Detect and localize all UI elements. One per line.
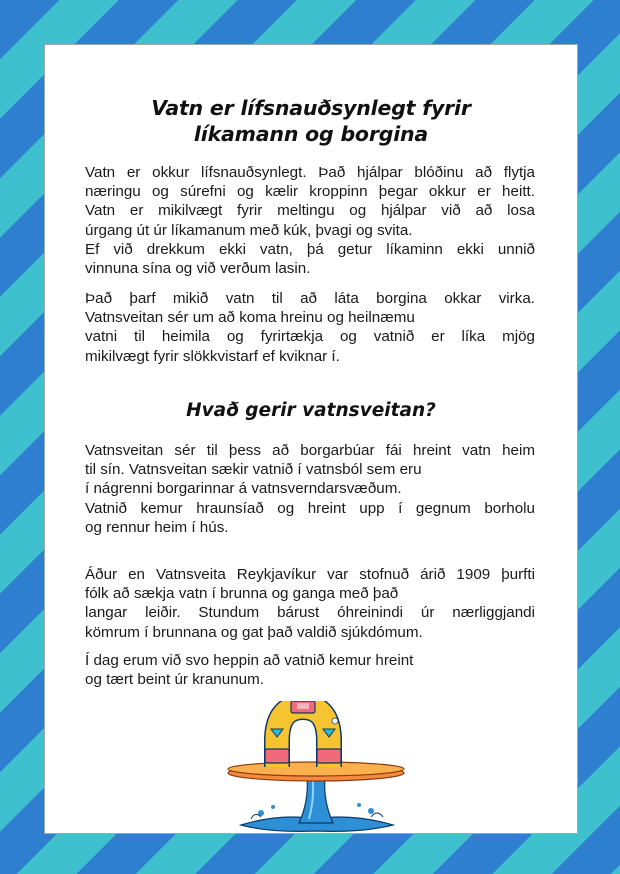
title-line: líkamann og borgina <box>193 122 429 146</box>
text-line: Vatnsveitan sér til þess að borgarbúar fái hreint vatn heim <box>85 442 535 459</box>
text-line: langar leiðir. Stundum bárust óhreinindi úr nærliggjandi <box>85 604 535 622</box>
text-line: næringu og súrefni og kælir kroppinn þegar okkur er heitt. <box>85 183 535 201</box>
paragraph-city-water <box>85 289 535 366</box>
text-line: Vatn er okkur lífsnauðsynlegt. Það hjálpar blóðinu að flytja <box>85 164 535 181</box>
page-title <box>45 95 577 147</box>
pipe-icon <box>265 701 341 767</box>
text-line: vatni til heimila og fyrirtækja og vatnið er líka mjög <box>85 328 535 346</box>
text-line: og rennur heim í hús. <box>85 518 229 536</box>
text-line: í nágrenni borgarinnar á vatnsverndarsvæðum. <box>85 480 402 498</box>
text-line: vinnuna sína og við verðum lasin. <box>85 260 311 278</box>
text-line: og tært beint úr kranunum. <box>85 671 264 689</box>
text-line: úrgang út úr líkamanum með kúk, þvagi og svita. <box>85 221 413 239</box>
water-tap-illustration-icon <box>221 701 411 835</box>
text-line: fólk að sækja vatn í brunna og ganga með það <box>85 585 399 603</box>
text-line: Áður en Vatnsveita Reykjavíkur var stofnuð árið 1909 þurfti <box>85 566 535 583</box>
text-line: Vatnsveitan sér um að koma hreinu og heilnæmu <box>85 309 415 327</box>
paragraph-body-water <box>85 163 535 278</box>
text-line: mikilvægt fyrir slökkvistarf ef kviknar í. <box>85 347 340 365</box>
title-line: Vatn er lífsnauðsynlegt fyrir <box>151 96 471 120</box>
text-line: Það þarf mikið vatn til að láta borgina okkar virka. <box>85 290 535 307</box>
text-line: til sín. Vatnsveitan sækir vatnið í vatnsból sem eru <box>85 461 422 479</box>
paragraph-today <box>85 651 535 689</box>
info-sheet <box>44 44 578 834</box>
text-line: Vatn er mikilvægt fyrir meltingu og hjálpar við að losa <box>85 202 535 220</box>
text-line: kömrum í brunnana og gat það valdið sjúkdómum. <box>85 623 423 641</box>
paragraph-history <box>85 565 535 642</box>
text-line: Ef við drekkum ekki vatn, þá getur líkaminn ekki unnið <box>85 240 535 258</box>
text-line: Í dag erum við svo heppin að vatnið kemur hreint <box>85 652 414 669</box>
paragraph-utility-role <box>85 441 535 537</box>
text-line: Vatnið kemur hraunsíað og hreint upp í gegnum borholu <box>85 499 535 517</box>
water-splash-icon <box>241 777 393 831</box>
section-heading: Hvað gerir vatnsveitan? <box>186 400 436 421</box>
